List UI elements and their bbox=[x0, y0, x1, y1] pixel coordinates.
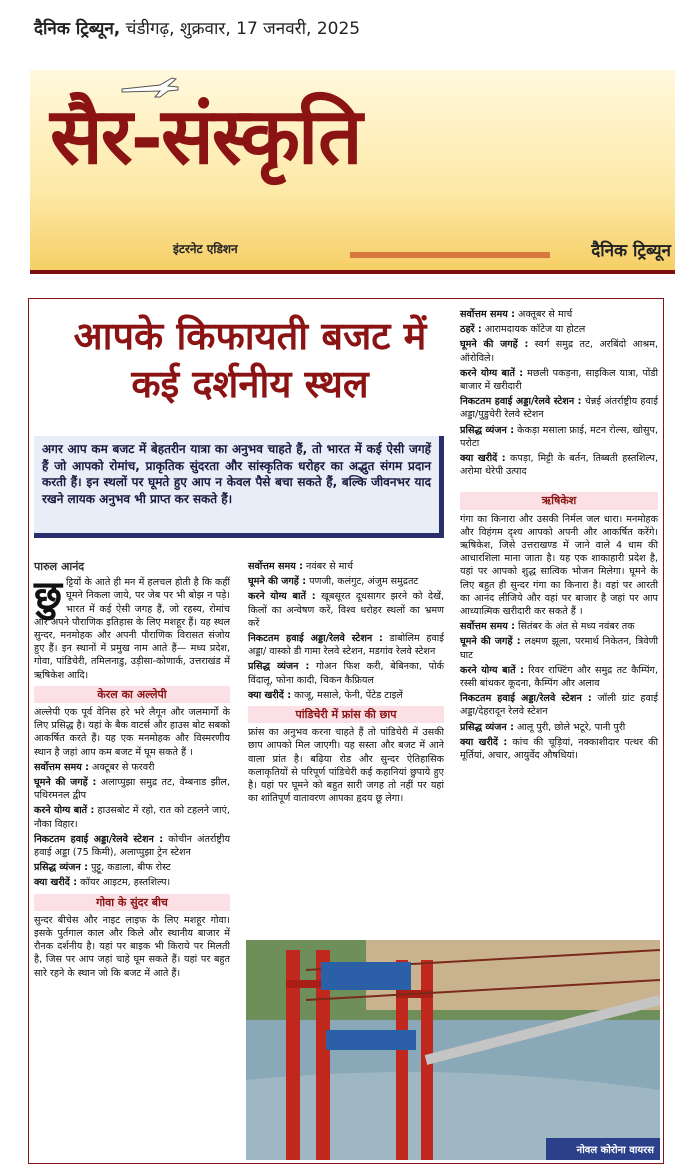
pondicherry-time: सर्वोत्तम समय : अक्तूबर से मार्च bbox=[460, 309, 573, 320]
dropcap: छु bbox=[34, 573, 63, 620]
masthead bbox=[30, 70, 675, 274]
section-heading-rishikesh: ऋषिकेश bbox=[460, 492, 658, 509]
suspension-bridge-image bbox=[246, 940, 660, 1160]
column-2 bbox=[248, 560, 444, 807]
rishikesh-shop: क्या खरीदें : कांच की चूड़ियां, नक्काशीदार पत्थर की मूर्तियां, अचार, आयुर्वेद औषधियां। bbox=[460, 736, 658, 762]
dateline bbox=[0, 0, 675, 42]
author-byline: पारुल आनंद bbox=[34, 560, 85, 573]
column-1 bbox=[34, 560, 230, 982]
alleppey-shop: क्या खरीदें : कॉयर आइटम, हस्तशिल्प। bbox=[34, 877, 171, 889]
alleppey-places: घूमने की जगहें : अलाप्पुझा समुद्र तट, वेम्बनाड झील, पथिरमनल द्वीप bbox=[34, 777, 230, 802]
monuments-illustration bbox=[350, 252, 550, 258]
goa-time: सर्वोत्तम समय : नवंबर से मार्च bbox=[248, 561, 353, 572]
pondicherry-shop: क्या खरीदें : कपड़ा, मिट्टी के बर्तन, तिब्बती हस्तशिल्प, अरोमा थेरेपी उत्पाद bbox=[460, 453, 658, 478]
rishikesh-food: प्रसिद्ध व्यंजन : आलू पुरी, छोले भटूरे, पानी पुरी bbox=[460, 721, 626, 733]
headline-line2: कई दर्शनीय स्थल bbox=[131, 362, 369, 406]
rishikesh-todo: करने योग्य बातें : रिवर राफ्टिंग और समुद्र तट कैम्पिंग, रस्सी बांधकर कूदना, कैम्पिंग और अलाव bbox=[460, 664, 658, 690]
headline bbox=[40, 312, 460, 408]
pondicherry-airport: निकटतम हवाई अड्डा/रेलवे स्टेशन : चेन्नई अंतर्राष्ट्रीय हवाई अड्डा/पुडुचेरी रेलवे स्टेशन bbox=[460, 396, 659, 421]
goa-body: सुन्दर बीचेस और नाइट लाइफ के लिए मशहूर गोवा। इसके पुर्तगाल काल और किले और स्थानीय बाजार में रौनक दर्शनीय है। यहां पर बाइक भी किराये पर मिलती है, जिस पर आप जहां चाहे घूम सकते हैं। यहां पर बहुत सारे रहने के स्थान जो कि बजट में आते हैं। bbox=[34, 914, 230, 979]
goa-airport: निकटतम हवाई अड्डा/रेलवे स्टेशन : डाबोलिम हवाई अड्डा/ वास्को डी गामा रेलवे स्टेशन, मडगांव रेलवे स्टेशन bbox=[248, 633, 444, 658]
goa-todo: करने योग्य बातें : खूबसूरत दूधसागर झरने को देखें, किलों का अन्वेषण करें, विश्व धरोहर स्थलों का भ्रमण करें bbox=[248, 591, 445, 629]
section-heading-pondicherry: पांडिचेरी में फ्रांस की छाप bbox=[248, 706, 444, 723]
intro-box: अगर आप कम बजट में बेहतरीन यात्रा का अनुभव चाहते हैं, तो भारत में कई ऐसी जगहें हैं जो आपको रोमांच, प्राकृतिक सुंदरता और सांस्कृतिक धरोहर का अद्भुत संगम प्रदान करती हैं। इन स्थलों पर घूमते हुए आप न केवल पैसे बचा सकते हैं, बल्कि जीवनभर याद रखने लायक अनुभव भी प्राप्त कर सकते हैं। bbox=[34, 436, 444, 538]
column-3 bbox=[460, 308, 658, 764]
edition-label: इंटरनेट एडिशन bbox=[173, 242, 238, 256]
headline-line1: आपके किफायती बजट में bbox=[73, 314, 427, 358]
date-text: चंडीगढ़, शुक्रवार, 17 जनवरी, 2025 bbox=[120, 19, 361, 39]
pondicherry-food: प्रसिद्ध व्यंजन : केकड़ा मसाला फ्राई, मटन रोल्स, खोसुप, परोटा bbox=[460, 424, 658, 449]
rishikesh-airport: निकटतम हवाई अड्डा/रेलवे स्टेशन : जॉली ग्रांट हवाई अड्डा/देहरादून रेलवे स्टेशन bbox=[460, 693, 658, 718]
alleppey-time: सर्वोत्तम समय : अक्टूबर से फरवरी bbox=[34, 761, 155, 773]
lead-paragraph bbox=[34, 573, 230, 682]
brand-label: दैनिक ट्रिब्यून bbox=[591, 241, 671, 261]
section-title: सैर-संस्कृति bbox=[50, 91, 361, 182]
rishikesh-places: घूमने की जगहें : लक्ष्मण झूला, परमार्थ निकेतन, त्रिवेणी घाट bbox=[460, 636, 658, 661]
section-heading-alleppey: केरल का अल्लेपी bbox=[34, 686, 230, 703]
alleppey-body: अल्लेपी एक पूर्व वेनिस हरे भरे लैगून और जलमार्गों के लिए प्रसिद्ध है। यहां के बैक वाटर्स और हाउस बोट सबको आकर्षित करते हैं। यह एक मनमोहक और विस्मरणीय स्थान है जहां आप कम बजट में घूम सकते हैं । bbox=[34, 707, 230, 758]
goa-shop: क्या खरीदें : काजू, मसाले, फेनी, पेंटेड टाइलें bbox=[248, 689, 403, 701]
pondicherry-places: घूमने की जगहें : स्वर्ग समुद्र तट, अरबिंदो आश्रम, ऑरोविले। bbox=[460, 339, 658, 364]
pondicherry-stay: ठहरें : आरामदायक कॉटेज या होटल bbox=[460, 324, 586, 336]
goa-places: घूमने की जगहें : पणजी, कलंगुट, अंजुम समुद्रतट bbox=[248, 576, 419, 588]
paper-name: दैनिक ट्रिब्यून, bbox=[34, 19, 121, 39]
bridge-photo bbox=[246, 940, 660, 1160]
alleppey-todo: करने योग्य बातें : हाउसबोट में रहो, रात को टहलने जाएं, नौका विहार। bbox=[34, 805, 230, 830]
pondicherry-todo: करने योग्य बातें : मछली पकड़ना, साइकिल यात्रा, पोंडी बाजार में खरीदारी bbox=[460, 367, 658, 393]
rishikesh-body: गंगा का किनारा और उसकी निर्मल जल धारा। मनमोहक और विहंगम दृश्य आपको अपनी और आकर्षित करेंगे। ऋषिकेश, जिसे उत्तराखण्ड में जाने वाले 4 धाम की आधारशिला माना जाता है। यह एक शाकाहारी प्रदेश है, यहां पर आपको शुद्ध सात्विक भोजन मिलेगा। घूमने के लिए बहुत ही सुन्दर गंगा का किनारा है। वहां पर आरती का आनंद लीजिये और वहां पर बाजार है जहां पर आप आध्यात्मिक खरीदारी कर सकते हैं । bbox=[460, 513, 658, 618]
photo-caption: नोवल कोरोना वायरस bbox=[576, 1145, 654, 1156]
section-heading-goa: गोवा के सुंदर बीच bbox=[34, 894, 230, 911]
alleppey-airport: निकटतम हवाई अड्डा/रेलवे स्टेशन : कोचीन अंतर्राष्ट्रीय हवाई अड्डा (75 किमी), अलाप्पुझा ट्रेन स्टेशन bbox=[34, 833, 231, 859]
lead-text: ट्टियों के आते ही मन में हलचल होती है कि कहीं घूमने निकला जाये, पर जेब पर भी बोझ न पड़े। भारत में कई ऐसी जगह हैं, जो रहस्य, रोमांच और अपने पौराणिक इतिहास के लिए मशहूर हैं। यह स्थल सुन्दर, मनमोहक और अपनी पौराणिक विरासत संजोय हुए हैं। इन स्थानों में प्रमुख नाम आते हैं— मध्य प्रदेश, गोवा, पांडिचेरी, तमिलनाडु, उड़ीसा-कोणार्क, उत्तराखंड में ऋषिकेश आदि। bbox=[34, 577, 230, 681]
goa-food: प्रसिद्ध व्यंजन : गोअन फिश करी, बेबिनका, पोर्क विंदालू, फोना कादी, चिकन कैफ्रियल bbox=[248, 661, 444, 686]
pondicherry-body: फ्रांस का अनुभव करना चाहते हैं तो पांडिचेरी में उसकी छाप आपको मिल जाएगी। यह सस्ता और बजट में आने वाला प्रांत है। बढ़िया रोड और सुन्दर ऐतिहासिक कलाकृतियों से परिपूर्ण पांडिचेरी कई कहानियां छुपाये हुए है। यहां पर घूमने को बहुत सारी जगह तो नहीं पर यहां का शांतिपूर्ण वातावरण आपका हृदय छू लेगा। bbox=[248, 727, 444, 805]
alleppey-food: प्रसिद्ध व्यंजन : पुट्टू, कडाला, बीफ रोस्ट bbox=[34, 862, 171, 874]
rishikesh-time: सर्वोत्तम समय : सितंबर के अंत से मध्य नवंबर तक bbox=[460, 621, 635, 633]
